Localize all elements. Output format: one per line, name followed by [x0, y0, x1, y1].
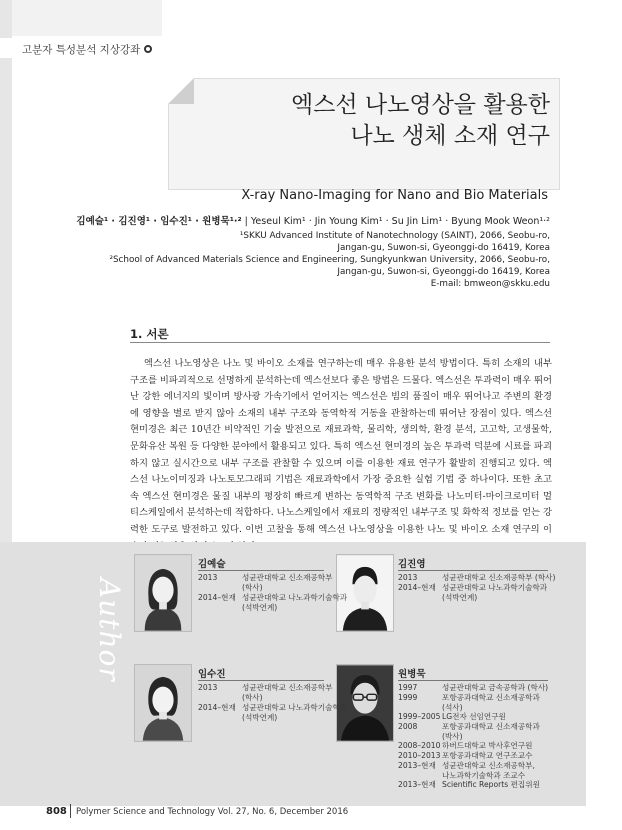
footer-divider: [70, 804, 71, 818]
bio-name-kim-yeseul: 김예슬: [198, 559, 226, 570]
person-female-icon: [135, 665, 191, 741]
bio-name-kim-jinyoung: 김진영: [398, 559, 426, 570]
circle-bullet-icon: [144, 45, 152, 53]
corresponding-email: E-mail: bmweon@skku.edu: [430, 279, 550, 289]
section-divider: [130, 342, 550, 343]
authors-english: | Yeseul Kim¹ · Jin Young Kim¹ · Su Jin Lim¹ · Byung Mook Weon¹·²: [244, 216, 550, 227]
introduction-paragraph: 엑스선 나노영상은 나노 및 바이오 소재를 연구하는데 매우 유용한 분석 방법이다. 특히 소재의 내부 구조를 비파괴적으로 선명하게 분석하는데 엑스선보다 좋은 방법은 드물다. 엑스선은 투과력이 매우 뛰어난 강한 에너지의 빛이며 방사광 가속기에서 얻어지는 엑스선은 빔의 품질이 매우 뛰어나고 주변의 환경에 영향을 별로 받지 않아 소재의 내부 구조와 동역학적 거동을 관찰하는데 뛰어난 장점이 있다. 엑스선 현미경은 최근 10년간 비약적인 기술 발전으로 재료과학, 물리학, 생의학, 환경 분석, 고고학, 고생물학, 문화유산 복원 등 다양한 분야에서 활용되고 있다. 특히 엑스선 현미경의 높은 투과력 덕분에 시료를 파괴하지 않고 실시간으로 내부 구조를 관찰할 수 있으며 이를 이용한 재료 연구가 활발히 진행되고 있다. 엑스선 나노이미징과 나노토모그래피 기법은 재료과학에서 가장 중요한 실험 기법 중 하나이다. 또한 초고속 엑스선 현미경은 물질 내부의 평장히 빠르게 변하는 동역학적 구조 변화를 나노미터-마이크로미터 멀티스케일에서 분석하는데 적합하다. 나노스케일에서 재료의 정량적인 내부구조 및 화학적 정보를 얻는 강력한 도구로 발전하고 있다. 이번 고찰을 통해 엑스선 나노영상을 이용한 나노 및 바이오 소재 연구의 이: [130, 358, 552, 535]
affiliation-2-line-2: Jangan-gu, Suwon-si, Gyeonggi-do 16419, Korea: [337, 267, 550, 277]
top-header-band: [12, 0, 162, 36]
person-female-icon: [135, 555, 191, 631]
author-photo-kim-yeseul: [134, 554, 192, 632]
journal-citation: Polymer Science and Technology Vol. 27, No. 6, December 2016: [76, 807, 349, 817]
series-title: 고분자 특성분석 지상강좌: [22, 44, 141, 56]
author-line: [76, 213, 550, 227]
left-margin-band: [0, 0, 12, 560]
bio-name-lim-sujin: 임수진: [198, 669, 226, 680]
author-panel-label: Author: [93, 578, 126, 682]
bio-divider: [198, 570, 324, 571]
authors-korean: 김예슬¹ · 김진영¹ · 임수진¹ · 원병묵¹·²: [76, 216, 242, 227]
section-heading: 1. 서론: [130, 327, 169, 341]
korean-title-line-1: 엑스선 나노영상을 활용한: [290, 92, 550, 118]
folded-corner-icon: [168, 78, 194, 104]
affiliation-1-line-1: ¹SKKU Advanced Institute of Nanotechnology (SAINT), 2066, Seobu-ro,: [239, 231, 550, 241]
author-photo-lim-sujin: [134, 664, 192, 742]
korean-title: [291, 90, 550, 152]
series-header: [0, 38, 160, 58]
english-title: X-ray Nano-Imaging for Nano and Bio Materials: [241, 188, 548, 203]
bio-divider: [398, 680, 548, 681]
page-number: 808: [46, 806, 67, 817]
affiliation-2-line-1: ²School of Advanced Materials Science and Engineering, Sungkyunkwan University, 2066, Seobu-ro,: [109, 255, 550, 265]
affiliation-1-line-2: Jangan-gu, Suwon-si, Gyeonggi-do 16419, Korea: [337, 243, 550, 253]
bio-name-weon-byungmook: 원병묵: [398, 669, 426, 680]
korean-title-line-2: 나노 생체 소재 연구: [350, 123, 550, 149]
bio-divider: [398, 570, 548, 571]
bio-divider: [198, 680, 324, 681]
